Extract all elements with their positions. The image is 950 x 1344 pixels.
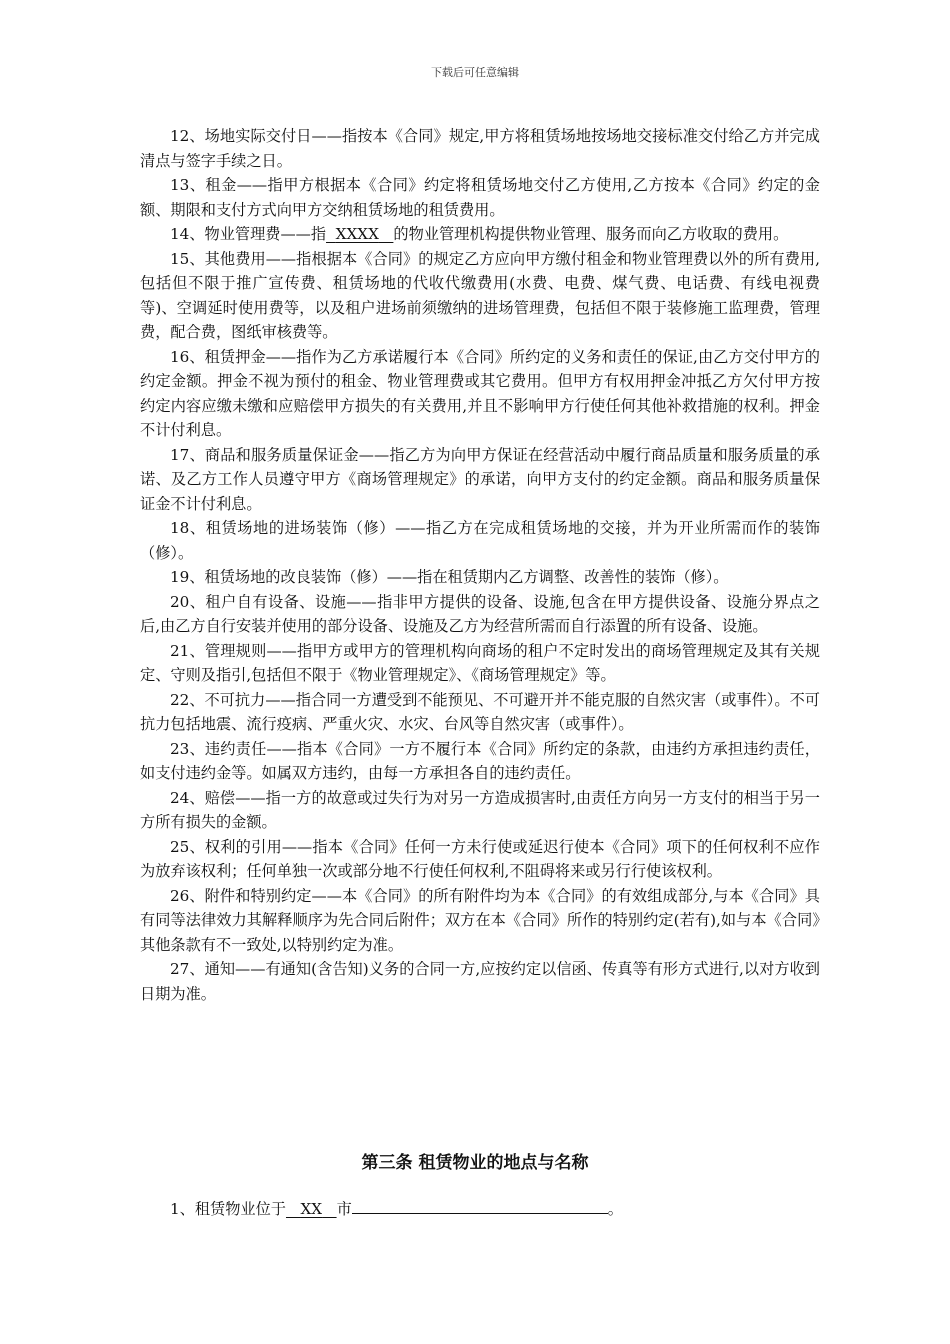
- clause-21: 21、管理规则——指甲方或甲方的管理机构向商场的租户不定时发出的商场管理规定及其有关规定、守则及指引,包括但不限于《物业管理规定》、《商场管理规定》等。: [140, 641, 820, 684]
- section-3-body: [140, 1196, 820, 1222]
- clause-19: 19、租赁场地的改良装饰（修）——指在租赁期内乙方调整、改善性的装饰（修）。: [170, 568, 729, 586]
- document-body: [140, 124, 820, 1006]
- management-company-value: XXXX: [335, 225, 379, 243]
- clause-27: 27、通知——有通知(含告知)义务的合同一方,应按约定以信函、传真等有形方式进行,以对方收到日期为准。: [140, 960, 820, 1003]
- page-header: 下载后可任意编辑: [431, 66, 519, 79]
- city-value: XX: [300, 1200, 323, 1218]
- clause-20: 20、租户自有设备、设施——指非甲方提供的设备、设施,包含在甲方提供设备、设施分界点之后,由乙方自行安装并使用的部分设备、设施及乙方为经营所需而自行添置的所有设备、设施。: [140, 592, 820, 635]
- section-3-heading: 第三条 租赁物业的地点与名称: [361, 1153, 589, 1173]
- clause-24: 24、赔偿——指一方的故意或过失行为对另一方造成损害时,由责任方向另一方支付的相当于另一方所有损失的金额。: [140, 788, 820, 831]
- clause-17: 17、商品和服务质量保证金——指乙方为向甲方保证在经营活动中履行商品质量和服务质量的承诺、及乙方工作人员遵守甲方《商场管理规定》的承诺，向甲方支付的约定金额。商品和服务质量保证金不计付利息。: [140, 445, 820, 513]
- section-3-item-1: [140, 1196, 820, 1222]
- item-1-prefix: 1、租赁物业位于: [170, 1200, 286, 1218]
- address-blank: [352, 1196, 608, 1214]
- management-company-blank: [326, 225, 393, 243]
- city-blank: [286, 1200, 337, 1218]
- clause-18: 18、租赁场地的进场装饰（修）——指乙方在完成租赁场地的交接，并为开业所需而作的装饰（修）。: [140, 519, 820, 562]
- clause-25: 25、权利的引用——指本《合同》任何一方未行使或延迟行使本《合同》项下的任何权利不应作为放弃该权利；任何单独一次或部分地不行使任何权利,不阻碍将来或另行行使该权利。: [140, 837, 820, 880]
- clause-14-prefix: 14、物业管理费——指: [170, 225, 327, 243]
- clause-15: 15、其他费用——指根据本《合同》的规定乙方应向甲方缴付租金和物业管理费以外的所有费用,包括但不限于推广宣传费、租赁场地的代收代缴费用(水费、电费、煤气费、电话费、有线电视费等)、空调延时使用费等，以及租户进场前须缴纳的进场管理费，包括但不限于装修施工监理费，管理费，配合费，图纸审核费等。: [140, 249, 820, 341]
- clause-26: 26、附件和特别约定——本《合同》的所有附件均为本《合同》的有效组成部分,与本《合同》具有同等法律效力其解释顺序为先合同后附件；双方在本《合同》所作的特别约定(若有),如与本《合同》其他条款有不一致处,以特别约定为准。: [140, 886, 820, 954]
- clause-22: 22、不可抗力——指合同一方遭受到不能预见、不可避开并不能克服的自然灾害（或事件）。不可抗力包括地震、流行疫病、严重火灾、水灾、台风等自然灾害（或事件）。: [140, 690, 820, 733]
- clause-14: [140, 222, 820, 247]
- item-1-end: 。: [607, 1200, 623, 1218]
- clause-13: 13、租金——指甲方根据本《合同》约定将租赁场地交付乙方使用,乙方按本《合同》约定的金额、期限和支付方式向甲方交纳租赁场地的租赁费用。: [140, 176, 820, 219]
- clause-14-suffix: 的物业管理机构提供物业管理、服务而向乙方收取的费用。: [393, 225, 789, 243]
- clause-16: 16、租赁押金——指作为乙方承诺履行本《合同》所约定的义务和责任的保证,由乙方交付甲方的约定金额。押金不视为预付的租金、物业管理费或其它费用。但甲方有权用押金冲抵乙方欠付甲方按约定内容应缴未缴和应赔偿甲方损失的有关费用,并且不影响甲方行使任何其他补救措施的权利。押金不计付利息。: [140, 347, 820, 439]
- clause-23: 23、违约责任——指本《合同》一方不履行本《合同》所约定的条款，由违约方承担违约责任，如支付违约金等。如属双方违约，由每一方承担各自的违约责任。: [140, 739, 820, 782]
- clause-12: 12、场地实际交付日——指按本《合同》规定,甲方将租赁场地按场地交接标准交付给乙方并完成清点与签字手续之日。: [140, 127, 820, 170]
- item-1-mid: 市: [336, 1200, 352, 1218]
